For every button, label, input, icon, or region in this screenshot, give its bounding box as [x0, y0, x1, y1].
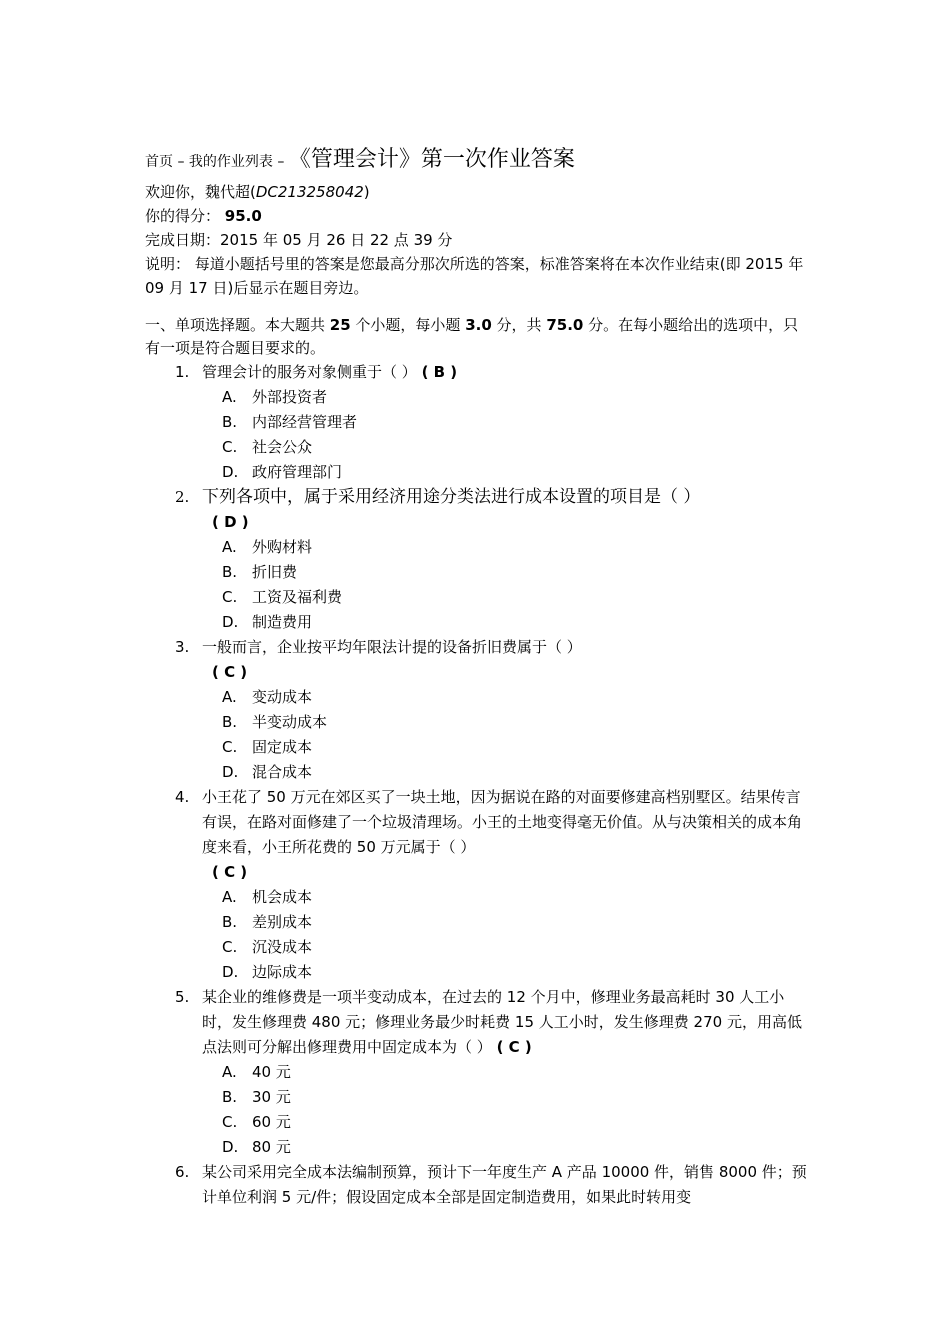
option-text: 半变动成本 [252, 713, 328, 731]
option-letter: C. [222, 588, 238, 606]
section-header [145, 314, 810, 360]
option-item [222, 935, 810, 960]
option-text: 社会公众 [252, 438, 313, 456]
option-letter: A. [222, 1063, 237, 1081]
welcome-line [145, 180, 810, 204]
option-list [222, 535, 810, 635]
question-item [175, 1160, 810, 1210]
option-letter: A. [222, 388, 237, 406]
option-item [222, 735, 810, 760]
option-item [222, 410, 810, 435]
section-text: 分。在每小题给出的选项中，只有一项是符合题目要求的。 [145, 316, 799, 357]
option-text: 内部经营管理者 [252, 413, 358, 431]
selected-answer: ( C ) [212, 663, 248, 681]
option-letter: D. [222, 963, 239, 981]
option-letter: A. [222, 888, 237, 906]
option-item [222, 960, 810, 985]
selected-answer: ( C ) [212, 863, 248, 881]
score-value: 95.0 [224, 207, 262, 225]
page-title: 《管理会计》第一次作业答案 [288, 147, 575, 172]
score-line [145, 204, 810, 228]
breadcrumb-separator: – [173, 154, 189, 170]
option-text: 边际成本 [252, 963, 313, 981]
option-text: 混合成本 [252, 763, 313, 781]
option-item [222, 610, 810, 635]
option-item [222, 535, 810, 560]
option-letter: B. [222, 563, 238, 581]
question-item [175, 360, 810, 485]
option-letter: A. [222, 538, 237, 556]
option-text: 制造费用 [252, 613, 313, 631]
question-text: 管理会计的服务对象侧重于（ ） [202, 363, 417, 381]
question-item [175, 985, 810, 1160]
breadcrumb-separator: – [272, 154, 289, 170]
question-number: 2. [175, 488, 190, 506]
welcome-text: 欢迎你，魏代超( [145, 183, 256, 201]
option-letter: B. [222, 1088, 238, 1106]
selected-answer: ( D ) [212, 513, 249, 531]
option-text: 30 元 [252, 1088, 291, 1106]
question-text: 某公司采用完全成本法编制预算，预计下一年度生产 A 产品 10000 件，销售 8000 件；预计单位利润 5 元/件；假设固定成本全部是固定制造费用，如果此时转用变 [202, 1163, 807, 1206]
option-item [222, 685, 810, 710]
option-item [222, 585, 810, 610]
option-list [222, 885, 810, 985]
option-item [222, 910, 810, 935]
option-text: 政府管理部门 [252, 463, 343, 481]
question-number: 5. [175, 988, 190, 1006]
option-text: 40 元 [252, 1063, 291, 1081]
score-label: 你的得分： [145, 207, 221, 225]
option-letter: A. [222, 688, 237, 706]
option-text: 外购材料 [252, 538, 313, 556]
option-list [222, 1060, 810, 1160]
option-letter: D. [222, 1138, 239, 1156]
option-item [222, 460, 810, 485]
option-text: 机会成本 [252, 888, 313, 906]
question-count: 25 [329, 316, 351, 334]
option-item [222, 435, 810, 460]
option-list [222, 385, 810, 485]
option-letter: B. [222, 413, 238, 431]
option-letter: D. [222, 613, 239, 631]
question-item [175, 485, 810, 635]
option-text: 沉没成本 [252, 938, 313, 956]
option-item [222, 1110, 810, 1135]
question-text: 某企业的维修费是一项半变动成本，在过去的 12 个月中，修理业务最高耗时 30 人工小时，发生修理费 480 元；修理业务最少时耗费 15 人工小时，发生修理费 270 元，用高低点法则可分解出修理费用中固定成本为（ ） [202, 988, 802, 1056]
option-letter: B. [222, 913, 238, 931]
option-text: 固定成本 [252, 738, 313, 756]
option-item [222, 1060, 810, 1085]
option-letter: C. [222, 1113, 238, 1131]
option-item [222, 1085, 810, 1110]
content [145, 142, 810, 1210]
section-text: 分，共 [491, 316, 547, 334]
question-number: 1. [175, 363, 190, 381]
option-text: 60 元 [252, 1113, 291, 1131]
option-text: 外部投资者 [252, 388, 328, 406]
option-item [222, 760, 810, 785]
welcome-suffix: ) [363, 183, 370, 201]
note-text: 说明： 每道小题括号里的答案是您最高分那次所选的答案，标准答案将在本次作业结束(即 2015 年 09 月 17 日)后显示在题目旁边。 [145, 255, 804, 297]
per-question-score: 3.0 [465, 316, 492, 334]
option-item [222, 885, 810, 910]
option-item [222, 710, 810, 735]
breadcrumb-home-link[interactable]: 首页 [145, 154, 173, 170]
question-text: 小王花了 50 万元在郊区买了一块土地，因为据说在路的对面要修建高档别墅区。结果传言有误，在路对面修建了一个垃圾清理场。小王的土地变得毫无价值。从与决策相关的成本角度来看，小王所花费的 50 万元属于（ ） [202, 788, 803, 856]
section-text: 个小题，每小题 [350, 316, 466, 334]
total-score: 75.0 [546, 316, 584, 334]
question-item [175, 635, 810, 785]
question-item [175, 785, 810, 985]
option-letter: B. [222, 713, 238, 731]
option-list [222, 685, 810, 785]
section-text: 一、单项选择题。本大题共 [145, 316, 330, 334]
question-number: 4. [175, 788, 190, 806]
option-letter: D. [222, 763, 239, 781]
question-number: 6. [175, 1163, 190, 1181]
breadcrumb [145, 142, 810, 180]
option-text: 差别成本 [252, 913, 313, 931]
question-list [175, 360, 810, 1210]
selected-answer: ( C ) [496, 1038, 532, 1056]
option-text: 折旧费 [252, 563, 298, 581]
question-number: 3. [175, 638, 190, 656]
option-item [222, 385, 810, 410]
option-text: 变动成本 [252, 688, 313, 706]
question-text: 一般而言，企业按平均年限法计提的设备折旧费属于（ ） [202, 638, 582, 656]
option-text: 工资及福利费 [252, 588, 343, 606]
option-letter: D. [222, 463, 239, 481]
option-letter: C. [222, 438, 238, 456]
student-id: DC213258042 [255, 183, 364, 201]
option-text: 80 元 [252, 1138, 291, 1156]
question-text: 下列各项中，属于采用经济用途分类法进行成本设置的项目是（ ） [202, 487, 701, 507]
option-letter: C. [222, 938, 238, 956]
selected-answer: ( B ) [421, 363, 458, 381]
option-letter: C. [222, 738, 238, 756]
completed-date: 完成日期：2015 年 05 月 26 日 22 点 39 分 [145, 231, 453, 249]
option-item [222, 1135, 810, 1160]
breadcrumb-list-link[interactable]: 我的作业列表 [188, 154, 273, 170]
option-item [222, 560, 810, 585]
